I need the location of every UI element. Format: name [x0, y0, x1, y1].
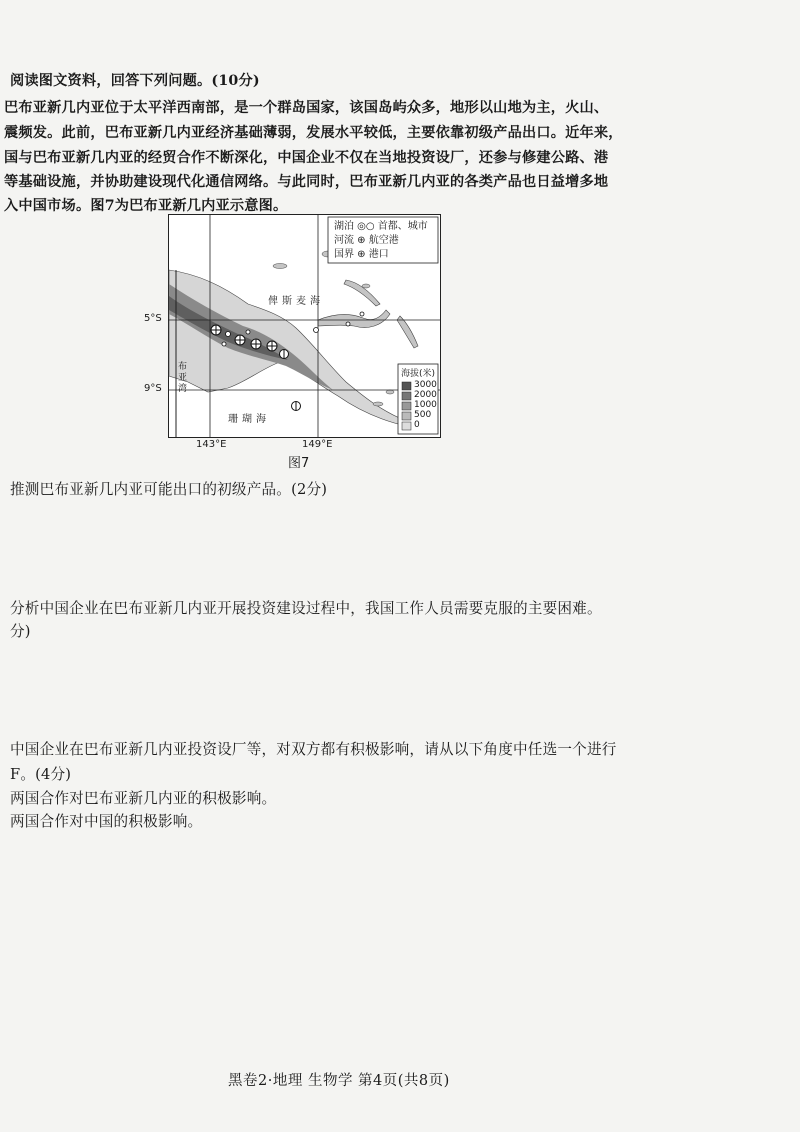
question-2: 分析中国企业在巴布亚新几内亚开展投资建设过程中，我国工作人员需要克服的主要困难。 — [10, 600, 602, 617]
passage-line-4: 等基础设施，并协助建设现代化通信网络。与此同时，巴布亚新几内亚的各类产品也日益增多地 — [4, 174, 609, 190]
elevation-title: 海拔(米) — [401, 369, 436, 379]
island — [386, 390, 394, 394]
coral-sea-label: 珊瑚海 — [228, 414, 270, 425]
elev-label-3000: 3000 — [414, 380, 437, 390]
elev-label-2000: 2000 — [414, 390, 437, 400]
passage-line-5: 入中国市场。图7为巴布亚新几内亚示意图。 — [4, 198, 288, 214]
lat-9-label: 9°S — [144, 383, 162, 394]
elev-label-1000: 1000 — [414, 400, 437, 410]
question-3-score: F。(4分) — [10, 766, 72, 783]
elev-label-0: 0 — [414, 420, 420, 430]
question-1: 推测巴布亚新几内亚可能出口的初级产品。(2分) — [10, 481, 328, 498]
legend-row-1: 湖泊 ◎○ 首都、城市 — [334, 221, 428, 232]
island — [362, 284, 370, 288]
question-3-option-2: 两国合作对中国的积极影响。 — [10, 813, 203, 830]
passage-line-1: 巴布亚新几内亚位于太平洋西南部，是一个群岛国家，该国岛屿众多，地形以山地为主，火山、 — [4, 100, 609, 116]
manus-island — [273, 264, 287, 269]
bay-label: 布亚湾 — [178, 362, 188, 394]
bismarck-sea-label: 俾斯麦海 — [268, 296, 324, 307]
passage-line-3: 国与巴布亚新几内亚的经贸合作不断深化，中国企业不仅在当地投资设厂，还参与修建公路、港 — [4, 150, 609, 166]
elev-label-500: 500 — [414, 410, 432, 420]
lon-143-label: 143°E — [196, 439, 227, 450]
elev-swatch-2000 — [402, 392, 411, 400]
elev-swatch-0 — [402, 422, 411, 430]
figure-caption: 图7 — [288, 456, 310, 471]
question-2-score: 分) — [10, 623, 31, 640]
elev-swatch-500 — [402, 412, 411, 420]
elev-swatch-1000 — [402, 402, 411, 410]
lat-5-label: 5°S — [144, 313, 162, 324]
passage-line-2: 震频发。此前，巴布亚新几内亚经济基础薄弱，发展水平较低，主要依靠初级产品出口。近年来， — [4, 125, 623, 141]
intro-line: 阅读图文资料，回答下列问题。(10分) — [10, 73, 260, 89]
question-3: 中国企业在巴布亚新几内亚投资设厂等，对双方都有积极影响，请从以下角度中任选一个进行 — [10, 741, 617, 758]
legend-row-3: 国界 ⊕ 港口 — [334, 249, 389, 260]
question-3-option-1: 两国合作对巴布亚新几内亚的积极影响。 — [10, 790, 277, 807]
png-map-figure — [168, 214, 441, 438]
lon-149-label: 149°E — [302, 439, 333, 450]
map-svg — [168, 214, 441, 438]
elev-swatch-3000 — [402, 382, 411, 390]
island — [373, 402, 383, 406]
page-footer: 黑卷2·地理 生物学 第4页(共8页) — [228, 1073, 450, 1089]
legend-row-2: 河流 ⊕ 航空港 — [334, 235, 399, 246]
